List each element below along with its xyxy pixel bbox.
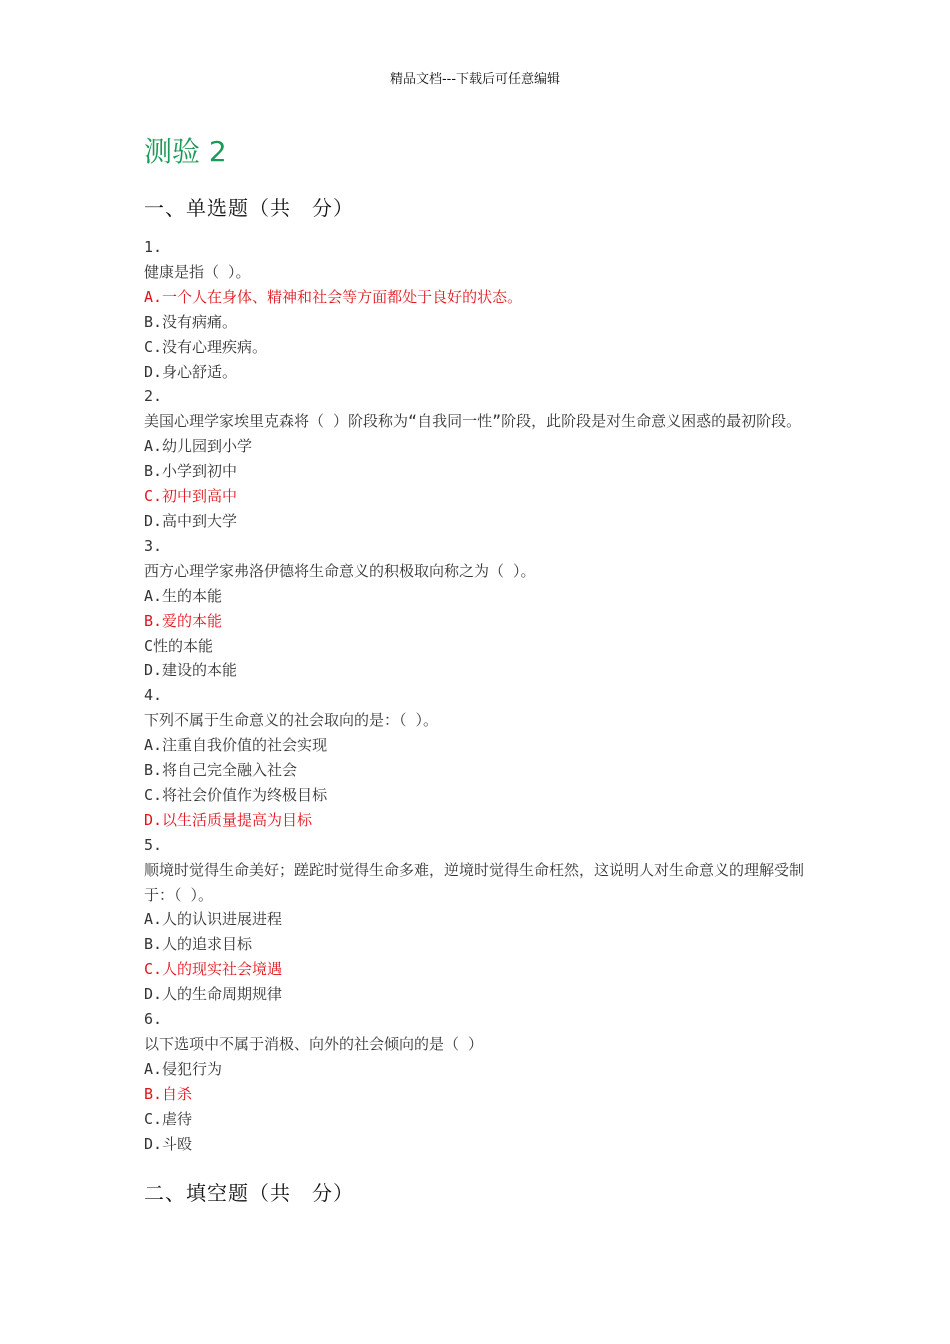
question-text: 美国心理学家埃里克森将（ ）阶段称为“自我同一性”阶段，此阶段是对生命意义困惑的最初阶段。 <box>144 412 802 431</box>
page-header: 精品文档---下载后可任意编辑 <box>389 72 561 87</box>
section-heading-single-choice: 一、单选题（共 分） <box>144 196 354 220</box>
question-block <box>144 1007 814 1156</box>
option-correct: A.一个人在身体、精神和社会等方面都处于良好的状态。 <box>144 287 523 306</box>
option-correct: C.人的现实社会境遇 <box>144 960 283 979</box>
question-text: 顺境时觉得生命美好；蹉跎时觉得生命多难，逆境时觉得生命枉然，这说明人对生命意义的理解受制于：（ ）。 <box>144 860 805 904</box>
option: D.身心舒适。 <box>144 362 238 381</box>
option-correct: B.自杀 <box>144 1084 193 1103</box>
question-text: 西方心理学家弗洛伊德将生命意义的积极取向称之为（ ）。 <box>144 561 536 580</box>
option: C.将社会价值作为终极目标 <box>144 785 328 804</box>
option: D.高中到大学 <box>144 511 238 530</box>
option: C.虐待 <box>144 1109 193 1128</box>
question-number: 4. <box>144 686 163 705</box>
option: D.建设的本能 <box>144 661 238 680</box>
question-number: 6. <box>144 1010 163 1029</box>
option-correct: D.以生活质量提高为目标 <box>144 810 313 829</box>
option: C性的本能 <box>144 636 214 655</box>
section-heading-fill-blank: 二、填空题（共 分） <box>144 1181 354 1205</box>
option: C.没有心理疾病。 <box>144 337 268 356</box>
option: A.侵犯行为 <box>144 1059 223 1078</box>
option: D.人的生命周期规律 <box>144 985 283 1004</box>
question-block <box>144 384 814 533</box>
option: B.没有病痛。 <box>144 312 238 331</box>
option: B.人的追求目标 <box>144 935 253 954</box>
option: B.小学到初中 <box>144 462 238 481</box>
option-correct: C.初中到高中 <box>144 487 238 506</box>
question-text: 下列不属于生命意义的社会取向的是：（ ）。 <box>144 711 439 730</box>
option: D.斗殴 <box>144 1134 193 1153</box>
question-block <box>144 833 814 1007</box>
option: A.注重自我价值的社会实现 <box>144 736 328 755</box>
question-block <box>144 235 814 384</box>
question-block <box>144 683 814 832</box>
option: A.生的本能 <box>144 586 223 605</box>
question-number: 5. <box>144 835 163 854</box>
question-number: 1. <box>144 238 163 256</box>
question-text: 以下选项中不属于消极、向外的社会倾向的是（ ） <box>144 1035 484 1053</box>
page-title: 测验 2 <box>144 135 227 168</box>
option: A.幼儿园到小学 <box>144 437 253 456</box>
option-correct: B.爱的本能 <box>144 611 223 630</box>
question-number: 3. <box>144 536 163 555</box>
option: B.将自己完全融入社会 <box>144 761 298 780</box>
option: A.人的认识进展进程 <box>144 910 283 929</box>
question-number: 2. <box>144 387 163 406</box>
question-list <box>144 235 814 1157</box>
question-block <box>144 534 814 683</box>
question-text: 健康是指（ ）。 <box>144 262 251 281</box>
